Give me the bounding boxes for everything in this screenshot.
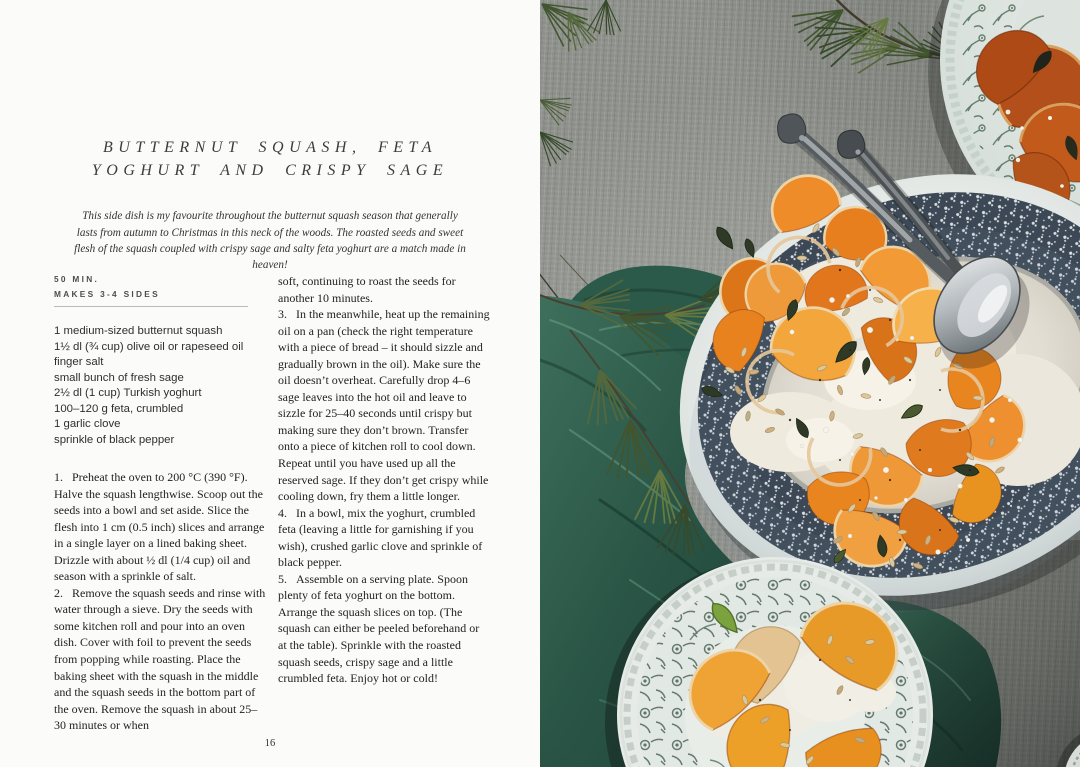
instructions-column-1 <box>54 469 266 734</box>
recipe-time: 50 MIN. <box>54 274 100 284</box>
ingredient: small bunch of fresh sage <box>54 371 184 384</box>
step-paragraph: 2. Remove the squash seeds and rinse with water through a sieve. Dry the seeds with some kitchen roll and pour into an oven dish. Cover with foil to prevent the seeds from popping while roasting. Place the baking sheet with the squash in the middle and the squash seeds in the bottom part of the oven. Remove the squash in about 25–30 minutes or when <box>54 585 266 733</box>
recipe-intro: This side dish is my favourite throughout the butternut squash season that generally lasts from autumn to Christmas in this neck of the woods. The roasted seeds and sweet flesh of the squash coupled with crispy sage and salty feta yoghurt are a match made in heaven! <box>74 210 466 271</box>
ingredient: 2½ dl (1 cup) Turkish yoghurt <box>54 387 202 399</box>
step-paragraph: 4. In a bowl, mix the yoghurt, crumbled feta (leaving a little for garnishing if you wish), crushed garlic clove and sprinkle of black pepper. <box>278 505 483 570</box>
recipe-title-line1: BUTTERNUT SQUASH, FETA <box>103 139 437 156</box>
recipe-title <box>20 136 520 182</box>
ingredient: sprinkle of black pepper <box>54 433 175 446</box>
food-photo <box>540 0 1080 767</box>
ingredient: 100–120 g feta, crumbled <box>54 402 184 415</box>
recipe-meta <box>54 272 160 301</box>
recipe-title-line2: YOGHURT AND CRISPY SAGE <box>91 162 449 180</box>
photo-page <box>540 0 1080 767</box>
ingredient-list <box>54 324 243 448</box>
step-paragraph: 3. In the meanwhile, heat up the remaining oil on a pan (check the right temperature with a piece of bread – it should sizzle and gradually brown in the oil). Make sure the oil doesn’t overheat. Carefully drop 4–6 sage leaves into the hot oil and leave to sizzle for 25–40 seconds until crispy but making sure they don’t brown. Transfer onto a piece of kitchen roll to cool down. Repeat until you have used up all the reserved sage. If they don’t get crispy while cooling down, fry them a little longer. <box>278 307 490 504</box>
step-paragraph: soft, continuing to roast the seeds for another 10 minutes. <box>278 274 456 305</box>
pine-sprigs-corner <box>540 0 621 171</box>
ingredient: 1 medium-sized butternut squash <box>54 325 223 337</box>
ingredient: 1 garlic clove <box>54 418 121 430</box>
ingredient: finger salt <box>54 356 104 368</box>
ingredient: 1½ dl (¾ cup) olive oil or rapeseed oil <box>54 340 244 353</box>
step-paragraph: 5. Assemble on a serving plate. Spoon plenty of feta yoghurt on the bottom. Arrange the squash slices on top. (The squash can either be peeled beforehand or at the table). Sprinkle with the roasted squash seeds, crispy sage and a little crumbled feta. Enjoy hot or cold! <box>278 571 480 686</box>
recipe-yield: MAKES 3-4 SIDES <box>54 288 160 299</box>
page-number: 16 <box>264 738 276 749</box>
step-paragraph: 1. Preheat the oven to 200 °C (390 °F). Halve the squash lengthwise. Scoop out the seeds into a bowl and set aside. Slice the flesh into 1 cm (0.5 inch) slices and arrange in a single layer on a lined baking sheet. Drizzle with about ½ dl (1/4 cup) oil and season with a sprinkle of salt. <box>54 470 265 584</box>
divider-rule <box>54 306 248 307</box>
instructions-column-2 <box>278 273 490 687</box>
